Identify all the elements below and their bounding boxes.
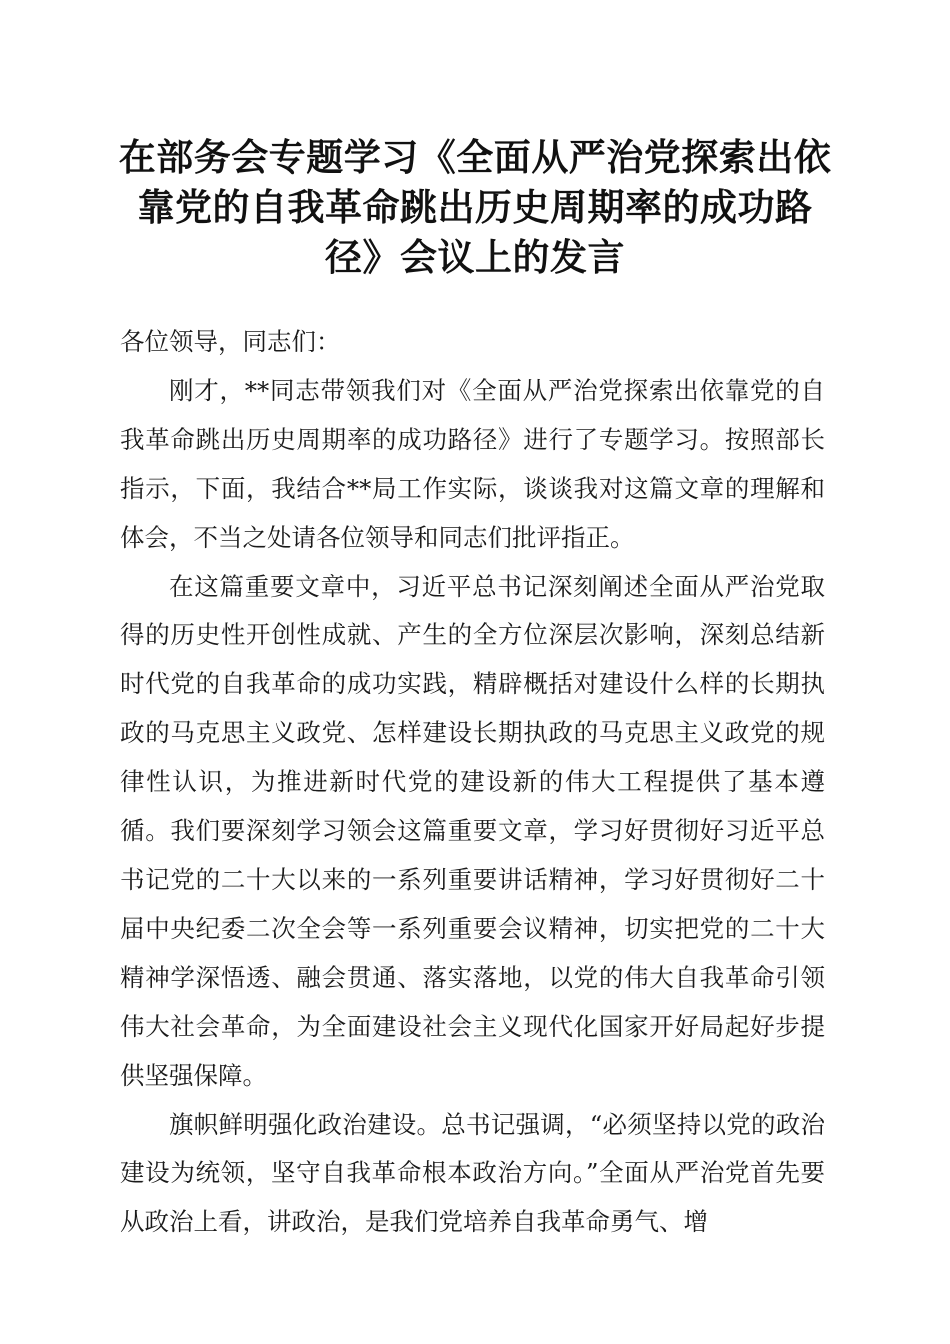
document-body <box>120 318 825 1247</box>
document-title: 在部务会专题学习《全面从严治党探索出依靠党的自我革命跳出历史周期率的成功路径》会议上的发言 <box>118 135 832 279</box>
paragraph-political-building: 旗帜鲜明强化政治建设。总书记强调，“必须坚持以党的政治建设为统领，坚守自我革命根本政治方向。”全面从严治党首先要从政治上看，讲政治，是我们党培养自我革命勇气、增 <box>120 1109 825 1237</box>
salutation: 各位领导，同志们： <box>120 327 341 356</box>
paragraph-article-significance: 在这篇重要文章中，习近平总书记深刻阐述全面从严治党取得的历史性开创性成就、产生的全方位深层次影响，深刻总结新时代党的自我革命的成功实践，精辟概括对建设什么样的长期执政的马克思主义政党、怎样建设长期执政的马克思主义政党的规律性认识，为推进新时代党的建设新的伟大工程提供了基本遵循。我们要深刻学习领会这篇重要文章，学习好贯彻好习近平总书记党的二十大以来的一系列重要讲话精神，学习好贯彻好二十届中央纪委二次全会等一系列重要会议精神，切实把党的二十大精神学深悟透、融会贯通、落实落地，以党的伟大自我革命引领伟大社会革命，为全面建设社会主义现代化国家开好局起好步提供坚强保障。 <box>120 571 825 1090</box>
paragraph-opening: 刚才，**同志带领我们对《全面从严治党探索出依靠党的自我革命跳出历史周期率的成功路径》进行了专题学习。按照部长指示，下面，我结合**局工作实际，谈谈我对这篇文章的理解和体会，不当之处请各位领导和同志们批评指正。 <box>120 375 825 552</box>
